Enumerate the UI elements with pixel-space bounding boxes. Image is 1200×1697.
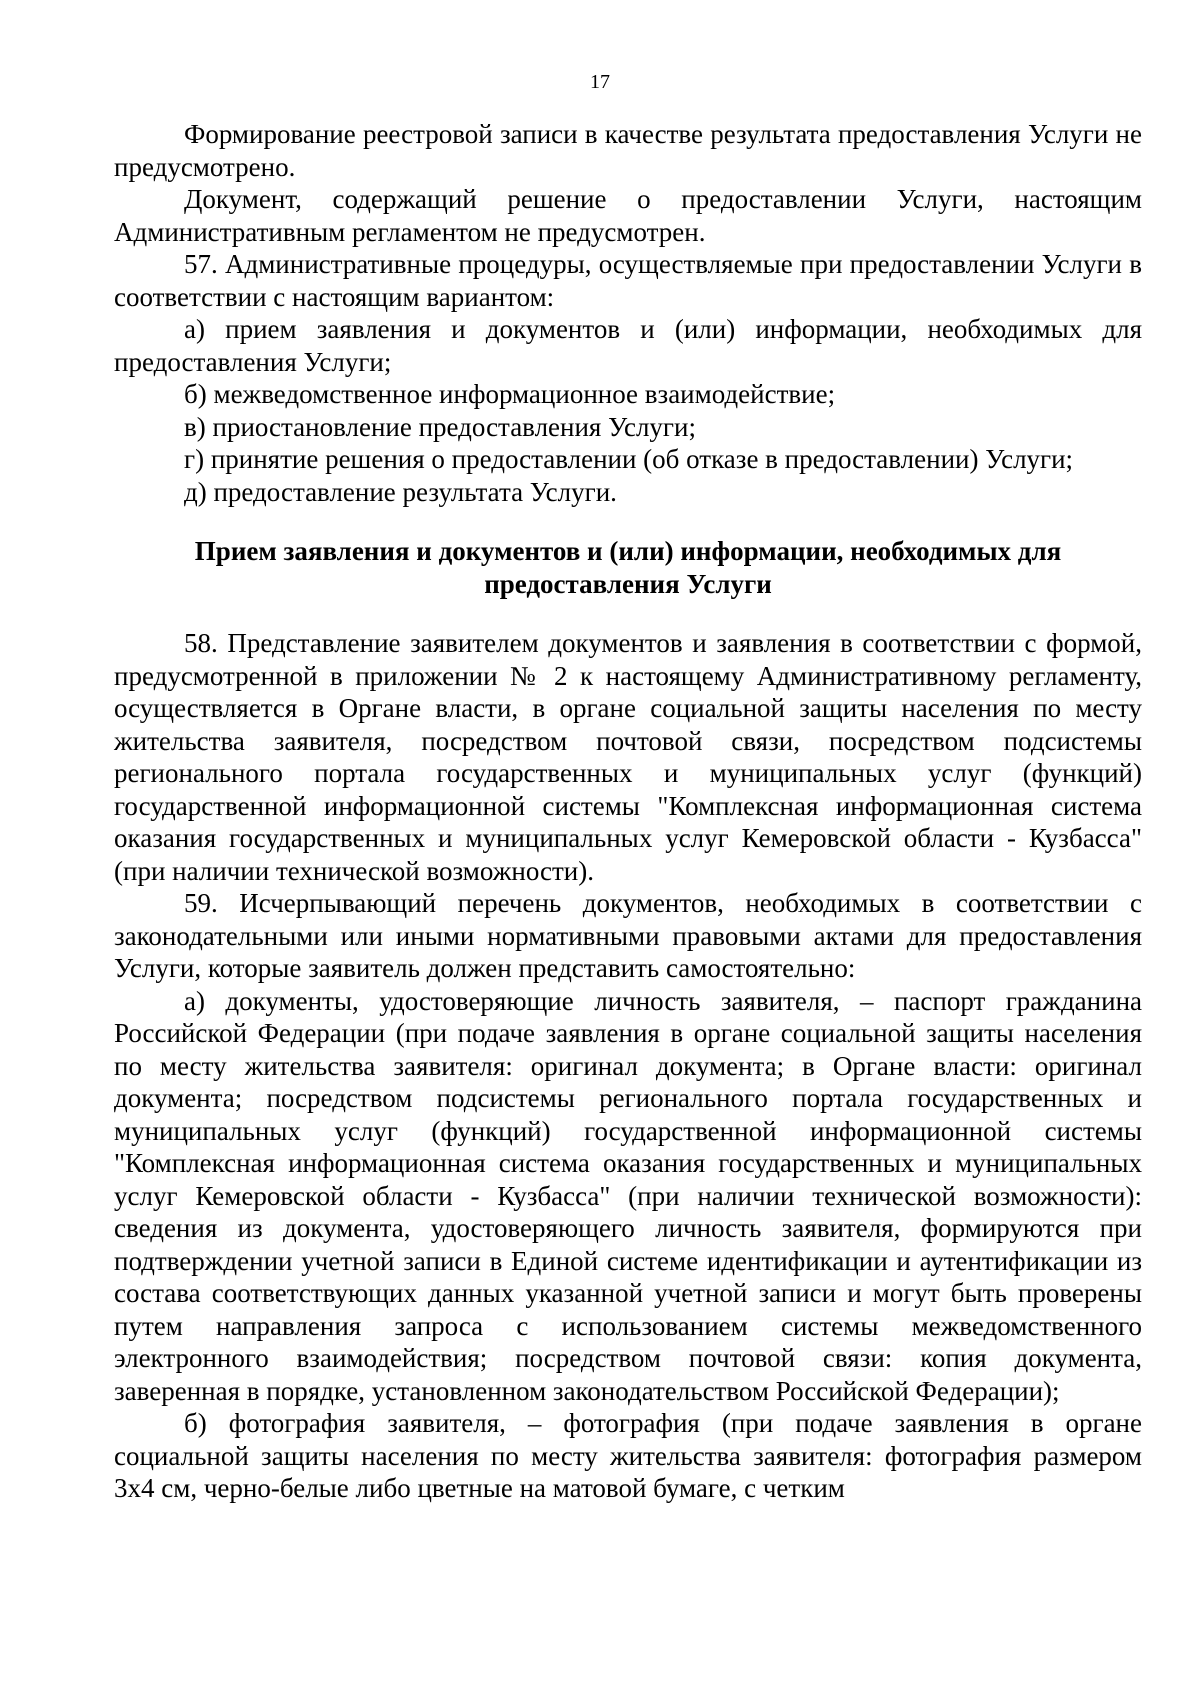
list-item: г) принятие решения о предоставлении (об отказе в предоставлении) Услуги; [184,444,1074,474]
list-item: д) предоставление результата Услуги. [184,476,617,507]
page-number: 17 [590,71,610,93]
list-item: в) приостановление предоставления Услуги; [184,411,696,442]
section-heading: Прием заявления и документов и (или) информации, необходимых для предоставления Услуги [194,536,1062,599]
paragraph: Формирование реестровой записи в качестве результата предоставления Услуги не предусмотрено. [114,119,1142,182]
list-item: а) прием заявления и документов и (или) информации, необходимых для предоставления Услуги; [114,314,1142,377]
list-item: б) межведомственное информационное взаимодействие; [184,379,836,409]
paragraph: 58. Представление заявителем документов и заявления в соответствии с формой, предусмотренной в приложении № 2 к настоящему Административному регламенту, осуществляется в Органе власти, в органе социальной защиты населения по месту жительства заявителя, посредством почтовой связи, посредством подсистемы регионального портала государственных и муниципальных услуг (функций) государственной информационной системы "Комплексная информационная система оказания государственных и муниципальных услуг Кемеровской области - Кузбасса" (при наличии технической возможности). [114,628,1142,886]
paragraph: 59. Исчерпывающий перечень документов, необходимых в соответствии с законодательными или иными нормативными правовыми актами для предоставления Услуги, которые заявитель должен представить самостоятельно: [114,888,1142,983]
list-item: б) фотография заявителя, – фотография (при подаче заявления в органе социальной защиты населения по месту жительства заявителя: фотография размером 3х4 см, черно-белые либо цветные на матовой бумаге, с четким [114,1408,1142,1503]
paragraph: Документ, содержащий решение о предоставлении Услуги, настоящим Административным регламентом не предусмотрен. [114,184,1142,247]
document-body [114,118,1142,1505]
list-item: а) документы, удостоверяющие личность заявителя, – паспорт гражданина Российской Федерации (при подаче заявления в органе социальной защиты населения по месту жительства заявителя: оригинал документа; в Органе власти: оригинал документа; посредством подсистемы регионального портала государственных и муниципальных услуг (функций) государственной информационной системы "Комплексная информационная система оказания государственных и муниципальных услуг Кемеровской области - Кузбасса" (при наличии технической возможности): сведения из документа, удостоверяющего личность заявителя, формируются при подтверждении учетной записи в Единой системе идентификации и аутентификации из состава соответствующих данных указанной учетной записи и могут быть проверены путем направления запроса с использованием системы межведомственного электронного взаимодействия; посредством почтовой связи: копия документа, заверенная в порядке, установленном законодательством Российской Федерации); [114,985,1142,1406]
paragraph: 57. Административные процедуры, осуществляемые при предоставлении Услуги в соответствии с настоящим вариантом: [114,249,1142,312]
